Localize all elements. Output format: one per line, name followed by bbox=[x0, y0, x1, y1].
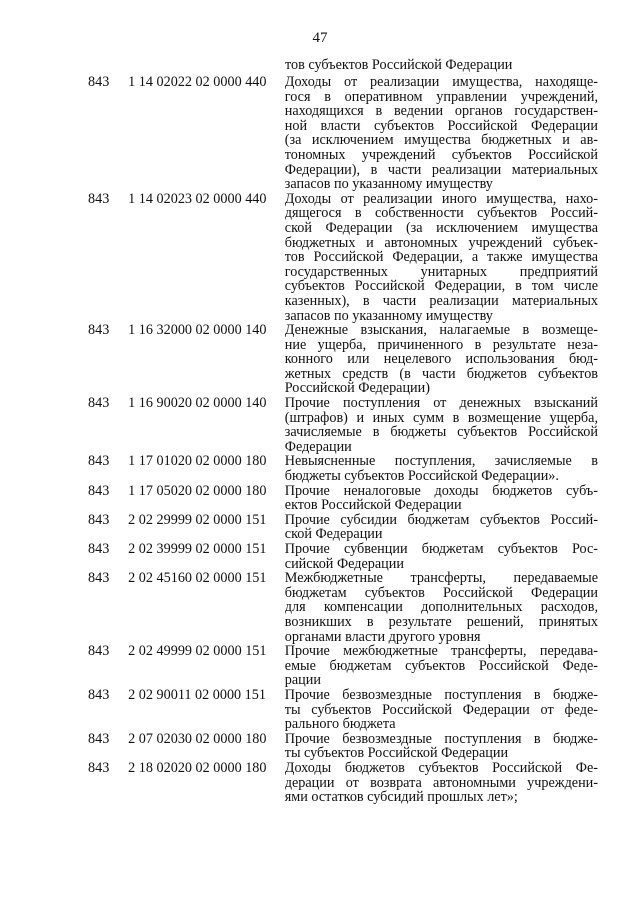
revenue-name-line: тов Российской Федерации, а также имущества bbox=[284, 250, 598, 265]
revenue-name-line: Федерации), в части реализации материальных bbox=[284, 162, 598, 178]
admin-code-cell: 843 bbox=[88, 759, 110, 776]
continuation-line: тов субъектов Российской Федерации bbox=[285, 57, 513, 73]
page-number: 47 bbox=[312, 30, 328, 46]
admin-code-cell: 843 bbox=[88, 453, 110, 470]
table-row bbox=[88, 732, 598, 761]
admin-code-cell: 843 bbox=[88, 511, 110, 528]
revenue-name-cell bbox=[285, 513, 598, 542]
admin-code-cell: 843 bbox=[88, 730, 110, 747]
revenue-name-line: емые бюджетам субъектов Российской Феде- bbox=[284, 658, 598, 674]
table-row bbox=[88, 542, 598, 571]
budget-code-cell: 1 17 05020 02 0000 180 bbox=[128, 482, 267, 499]
revenue-name-line: (за исключением имущества бюджетных и ав- bbox=[284, 133, 598, 148]
budget-code-cell: 2 02 39999 02 0000 151 bbox=[128, 541, 267, 557]
revenue-name-line: запасов по указанному имуществу bbox=[284, 176, 493, 193]
revenue-name-line: казенных), в части реализации материальных bbox=[284, 293, 598, 309]
revenue-name-line: ектов Российской Федерации bbox=[284, 497, 462, 514]
revenue-name-line: находящихся в ведении органов государствен- bbox=[284, 104, 598, 119]
table-row bbox=[88, 513, 598, 542]
admin-code-cell: 843 bbox=[88, 322, 110, 339]
table-row bbox=[88, 761, 598, 805]
revenue-name-line: сийской Федерации bbox=[284, 555, 404, 572]
revenue-name-line: Доходы от реализации имущества, находяще- bbox=[284, 75, 598, 90]
table-row bbox=[88, 644, 598, 688]
revenue-name-line: Федерации bbox=[284, 438, 352, 455]
revenue-name-line: ской Федерации bbox=[284, 526, 383, 543]
revenue-name-line: Денежные взыскания, налагаемые в возмеще- bbox=[284, 323, 598, 338]
revenue-name-line: ской Федерации (за исключением имущества bbox=[284, 220, 598, 236]
revenue-name-cell bbox=[285, 323, 598, 396]
table-body bbox=[88, 75, 598, 805]
revenue-name-line: рации bbox=[284, 672, 321, 689]
budget-code-cell: 2 02 90011 02 0000 151 bbox=[128, 686, 266, 703]
revenue-name-cell bbox=[285, 484, 598, 513]
revenue-name-line: Прочие субвенции бюджетам субъектов Рос- bbox=[284, 542, 598, 557]
revenue-name-line: возникших в результате решений, принятых bbox=[284, 614, 598, 630]
budget-code-cell: 1 14 02023 02 0000 440 bbox=[128, 190, 267, 207]
revenue-name-line: для компенсации дополнительных расходов, bbox=[284, 600, 598, 615]
admin-code-cell: 843 bbox=[88, 541, 110, 557]
budget-code-cell: 2 07 02030 02 0000 180 bbox=[128, 730, 267, 747]
table-row bbox=[88, 484, 598, 513]
admin-code-cell: 843 bbox=[88, 482, 110, 499]
table-row bbox=[88, 396, 598, 454]
revenue-name-line: Доходы от реализации иного имущества, нахо- bbox=[284, 191, 598, 207]
revenue-name-line: ями остатков субсидий прошлых лет»; bbox=[284, 789, 518, 806]
revenue-name-line: государственных унитарных предприятий bbox=[284, 264, 598, 280]
revenue-name-cell bbox=[285, 396, 598, 454]
revenue-name-line: бюджеты субъектов Российской Федерации». bbox=[284, 468, 559, 485]
revenue-name-line: дерации от возврата автономными учреждени- bbox=[284, 775, 598, 791]
budget-code-cell: 2 02 49999 02 0000 151 bbox=[128, 643, 267, 660]
revenue-name-cell bbox=[285, 571, 598, 644]
revenue-name-cell bbox=[285, 688, 598, 732]
admin-code-cell: 843 bbox=[88, 74, 110, 90]
revenue-name-line: Невыясненные поступления, зачисляемые в bbox=[284, 454, 598, 470]
revenue-name-cell bbox=[285, 454, 598, 483]
table-row bbox=[88, 192, 598, 323]
revenue-name-line: жетных средств (в части бюджетов субъектов bbox=[284, 366, 598, 382]
admin-code-cell: 843 bbox=[88, 395, 110, 412]
revenue-name-line: зачисляемые в бюджеты субъектов Российской bbox=[284, 425, 598, 440]
budget-code-cell: 2 18 02020 02 0000 180 bbox=[128, 759, 267, 776]
revenue-name-line: ты субъектов Российской Федерации от феде- bbox=[284, 702, 598, 718]
budget-code-cell: 1 16 32000 02 0000 140 bbox=[128, 322, 267, 339]
revenue-name-line: (штрафов) и иных сумм в возмещение ущерба, bbox=[284, 410, 598, 426]
revenue-name-cell bbox=[285, 542, 598, 571]
revenue-name-line: рального бюджета bbox=[284, 716, 396, 733]
admin-code-cell: 843 bbox=[88, 190, 110, 207]
revenue-name-line: Прочие межбюджетные трансферты, передава- bbox=[284, 644, 598, 659]
budget-code-cell: 1 16 90020 02 0000 140 bbox=[128, 395, 267, 412]
revenue-name-line: гося в оперативном управлении учреждений, bbox=[284, 89, 598, 105]
revenue-name-line: Прочие безвозмездные поступления в бюдже- bbox=[284, 731, 598, 747]
revenue-name-line: Доходы бюджетов субъектов Российской Фе- bbox=[284, 760, 598, 776]
revenue-name-line: бюджетам субъектов Российской Федерации bbox=[284, 585, 598, 601]
revenue-name-line: субъектов Российской Федерации, в том числе bbox=[284, 279, 598, 294]
budget-code-cell: 2 02 29999 02 0000 151 bbox=[128, 511, 267, 528]
revenue-name-line: Межбюджетные трансферты, передаваемые bbox=[284, 571, 598, 586]
table-row bbox=[88, 454, 598, 483]
revenue-name-line: органами власти другого уровня bbox=[284, 628, 481, 645]
table-row bbox=[88, 75, 598, 192]
admin-code-cell: 843 bbox=[88, 686, 110, 703]
table-row bbox=[88, 323, 598, 396]
revenue-name-line: запасов по указанному имуществу bbox=[284, 307, 493, 324]
revenue-name-cell bbox=[285, 192, 598, 323]
revenue-name-cell bbox=[285, 644, 598, 688]
revenue-name-cell bbox=[285, 75, 598, 192]
revenue-name-line: Российской Федерации) bbox=[284, 380, 430, 397]
revenue-name-cell bbox=[285, 761, 598, 805]
revenue-name-line: Прочие безвозмездные поступления в бюдже- bbox=[284, 687, 598, 703]
budget-code-cell: 2 02 45160 02 0000 151 bbox=[128, 570, 267, 587]
revenue-codes-table bbox=[88, 75, 598, 805]
revenue-name-line: дящегося в собственности субъектов Россий- bbox=[284, 206, 598, 221]
revenue-name-line: ной власти субъектов Российской Федерации bbox=[284, 118, 598, 134]
table-row bbox=[88, 688, 598, 732]
revenue-name-line: конного или нецелевого использования бюд- bbox=[284, 352, 598, 367]
revenue-name-cell bbox=[285, 732, 598, 761]
revenue-name-line: Прочие неналоговые доходы бюджетов субъ- bbox=[284, 483, 598, 499]
revenue-name-line: ты субъектов Российской Федерации bbox=[284, 745, 509, 762]
admin-code-cell: 843 bbox=[88, 643, 110, 660]
budget-code-cell: 1 14 02022 02 0000 440 bbox=[128, 74, 267, 90]
table-row bbox=[88, 571, 598, 644]
budget-code-cell: 1 17 01020 02 0000 180 bbox=[128, 453, 267, 470]
revenue-name-line: Прочие поступления от денежных взысканий bbox=[284, 396, 598, 411]
revenue-name-line: бюджетных и автономных учреждений субъек- bbox=[284, 235, 598, 251]
revenue-name-line: ние ущерба, причиненного в результате неза- bbox=[284, 337, 598, 353]
revenue-name-line: тономных учреждений субъектов Российской bbox=[284, 147, 598, 163]
admin-code-cell: 843 bbox=[88, 570, 110, 587]
revenue-name-line: Прочие субсидии бюджетам субъектов Россий- bbox=[284, 512, 598, 528]
